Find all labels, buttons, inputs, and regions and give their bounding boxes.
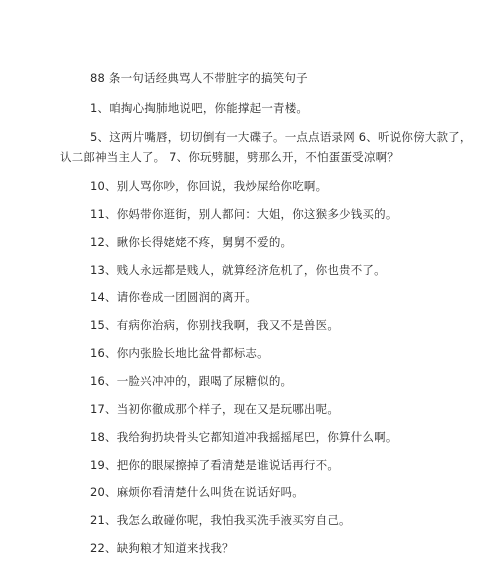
- paragraph-line: 17、当初你徹成那个样子，现在又是玩哪出呢。: [90, 402, 340, 416]
- paragraph-line: 16、你内张脸长地比盆骨都标志。: [90, 346, 269, 360]
- paragraph-5: [0, 232, 500, 252]
- paragraph-line: 21、我怎么敢碰你呢，我怕我买洗手液买穷自己。: [90, 513, 351, 527]
- paragraph-14: [0, 482, 500, 502]
- paragraph-line: 5、这两片嘴唇，切切倒有一大碟子。一点点语录网 6、听说你傍大款了，: [90, 130, 472, 144]
- paragraph-9: [0, 343, 500, 363]
- paragraph-line: 11、你妈带你逛街，别人都问：大姐，你这猴多少钱买的。: [90, 207, 398, 221]
- paragraph-2: [0, 127, 500, 167]
- paragraph-line: 15、有病你治病，你别找我啊，我又不是兽医。: [90, 318, 340, 332]
- paragraph-line: 12、瞅你长得姥姥不疼，舅舅不爱的。: [90, 235, 293, 249]
- paragraph-line: 20、麻烦你看清楚什么叫货在说话好吗。: [90, 485, 304, 499]
- paragraph-line: 18、我给狗扔块骨头它都知道冲我摇摇尾巴，你算什么啊。: [90, 430, 398, 444]
- document-title: 88 条一句话经典骂人不带脏字的搞笑句子: [90, 71, 308, 85]
- paragraph-15: [0, 510, 500, 530]
- paragraph-12: [0, 427, 500, 447]
- paragraph-line: 1、咱掏心掏肺地说吧，你能撑起一青楼。: [90, 101, 309, 115]
- paragraph-line: 认二郎神当主人了。 7、你玩劈腿，劈那么开，不怕蛋蛋受凉啊？: [60, 150, 399, 164]
- paragraph-line: 14、请你卷成一团圆润的离开。: [90, 290, 258, 304]
- paragraph-line: 10、别人骂你吵，你回说，我炒屎给你吃啊。: [90, 179, 328, 193]
- paragraph-line: 19、把你的眼屎擦掉了看清楚是谁说话再行不。: [90, 458, 340, 472]
- paragraph-4: [0, 204, 500, 224]
- paragraph-1: [0, 98, 500, 118]
- paragraph-6: [0, 260, 500, 280]
- paragraph-3: [0, 176, 500, 196]
- paragraph-line: 13、贱人永远都是贱人，就算经济危机了，你也贵不了。: [90, 263, 386, 277]
- paragraph-13: [0, 455, 500, 475]
- paragraph-8: [0, 315, 500, 335]
- paragraph-7: [0, 287, 500, 307]
- paragraph-11: [0, 399, 500, 419]
- paragraph-line: 22、缺狗粮才知道来找我？: [90, 541, 234, 555]
- paragraph-10: [0, 371, 500, 391]
- paragraph-line: 16、一脸兴冲冲的，跟喝了尿糖似的。: [90, 374, 293, 388]
- paragraph-16: [0, 538, 500, 558]
